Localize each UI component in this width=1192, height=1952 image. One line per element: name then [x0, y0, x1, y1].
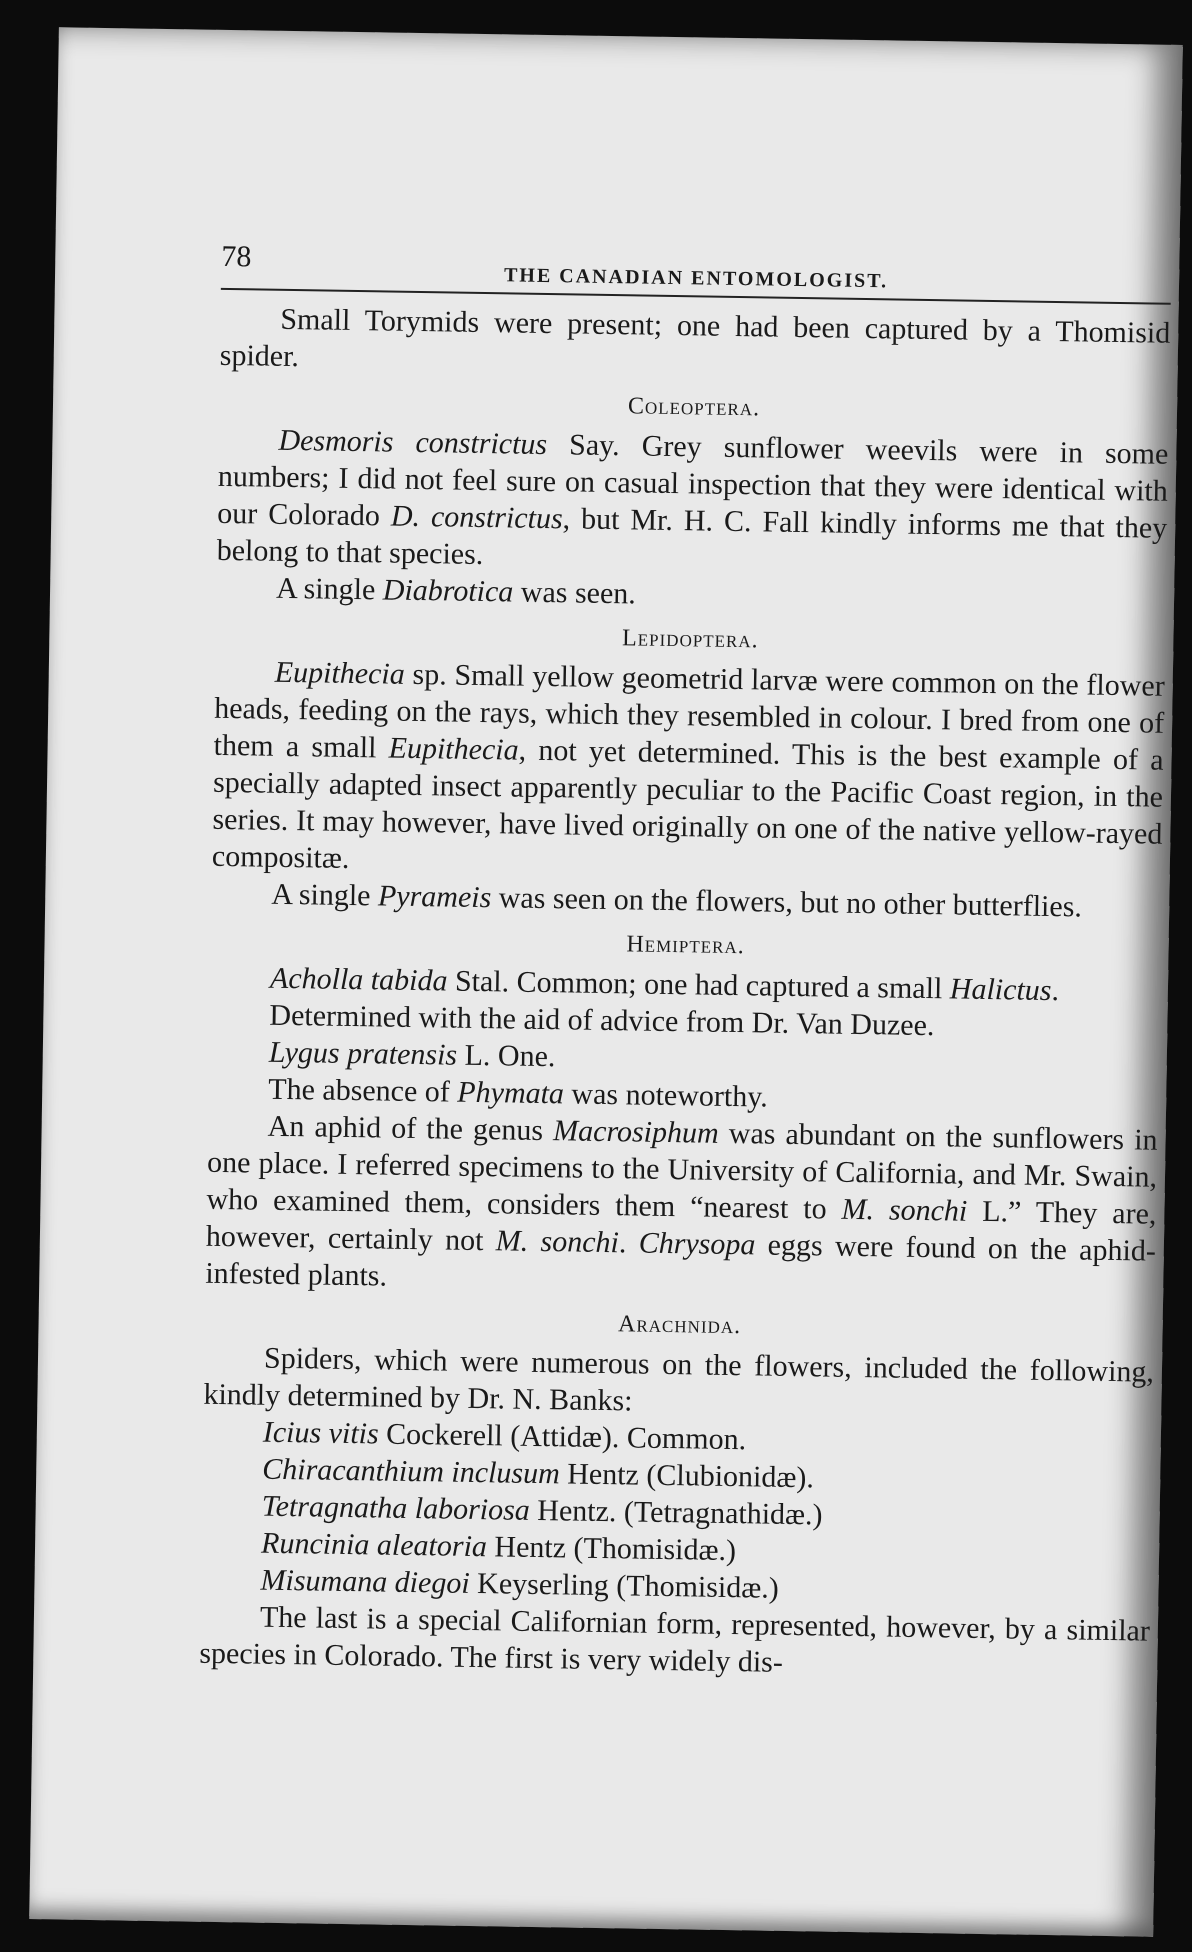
taxon: Phymata: [457, 1075, 565, 1111]
intro-paragraph: Small Torymids were present; one had been captured by a Thomisid spider.: [219, 302, 1171, 374]
paragraph: Determined with the aid of advice from Dr. Van Duzee.: [269, 998, 935, 1043]
taxon: D. constrictus: [390, 499, 563, 536]
body-text: [199, 300, 1170, 1687]
book-page: [29, 27, 1183, 1936]
list-item: Chiracanthium inclusum Hentz (Clubionidæ).: [262, 1452, 815, 1495]
heading-hemiptera: Hemiptera.: [626, 931, 745, 960]
taxon: Pyrameis: [377, 879, 492, 915]
paragraph: A single Pyrameis was seen on the flowers, but no other butterflies.: [271, 877, 1083, 924]
taxon: Runcinia aleatoria: [260, 1526, 488, 1564]
paragraph: Spiders, which were numerous on the flowers, included the following, kindly determined by Dr. N. Banks:: [203, 1341, 1155, 1418]
list-item: Misumana diegoi Keyserling (Thomisidæ.): [260, 1563, 780, 1605]
taxon: Acholla tabida: [269, 961, 448, 998]
heading-lepidoptera: Lepidoptera.: [621, 625, 759, 654]
paragraph: Acholla tabida Stal. Common; one had captured a small Halictus.: [269, 961, 1060, 1008]
taxon: Halictus: [949, 972, 1052, 1007]
taxon: M. sonchi: [495, 1224, 620, 1260]
taxon: Chiracanthium inclusum: [262, 1452, 561, 1491]
taxon: Icius vitis: [262, 1415, 379, 1451]
heading-coleoptera: Coleoptera.: [627, 393, 761, 422]
list-item: Icius vitis Cockerell (Attidæ). Common.: [262, 1415, 747, 1457]
paragraph: A single Diabrotica was seen.: [275, 571, 637, 611]
paragraph: The absence of Phymata was noteworthy.: [268, 1072, 769, 1114]
taxon: Lygus pratensis: [268, 1035, 458, 1072]
species-list: [200, 1413, 1153, 1613]
list-item: Tetragnatha laboriosa Hentz. (Tetragnathidæ.): [261, 1489, 823, 1532]
taxon: Eupithecia: [274, 655, 406, 691]
taxon: M. sonchi: [841, 1192, 968, 1228]
taxon: Desmoris constrictus: [278, 423, 548, 462]
taxon: Tetragnatha laboriosa: [261, 1489, 531, 1527]
paragraph: The last is a special Californian form, represented, however, by a similar species in Colorado. The first is very widely dis-: [199, 1600, 1151, 1679]
paragraph: Desmoris constrictus Say. Grey sunflower weevils were in some numbers; I did not feel sure on casual inspection that they were identical with our Colorado D. constrictus, but Mr. H. C. Fall kindly informs me that they belong to that species.: [216, 423, 1169, 572]
heading-arachnida: Arachnida.: [617, 1311, 742, 1340]
page-header: [221, 240, 1172, 305]
running-head: THE CANADIAN ENTOMOLOGIST.: [503, 264, 889, 293]
taxon: Eupithecia: [388, 731, 519, 767]
page-number: 78: [221, 239, 252, 274]
taxon: Chrysopa: [638, 1226, 756, 1262]
paragraph: Lygus pratensis L. One.: [268, 1035, 556, 1074]
taxon: Misumana diegoi: [260, 1563, 470, 1600]
paragraph: An aphid of the genus Macrosiphum was abundant on the sunflowers in one place. I referred specimens to the University of California, and Mr. Swain, who examined them, considers them “nearest to M. sonchi L.” They are, however, certainly not M. sonchi. Chrysopa eggs were found on the aphid-infested plants.: [205, 1109, 1158, 1293]
paragraph: Eupithecia sp. Small yellow geometrid larvæ were common on the flower heads, feeding on the rays, which they resembled in colour. I bred from one of them a small Eupithecia, not yet determined. This is the best example of a specially adapted insect apparently peculiar to the Pacific Coast region, in the series. It may however, have lived originally on one of the native yellow-rayed compositæ.: [211, 655, 1165, 875]
taxon: Macrosiphum: [552, 1114, 719, 1150]
taxon: Diabrotica: [382, 573, 514, 609]
list-item: Runcinia aleatoria Hentz (Thomisidæ.): [260, 1526, 737, 1568]
